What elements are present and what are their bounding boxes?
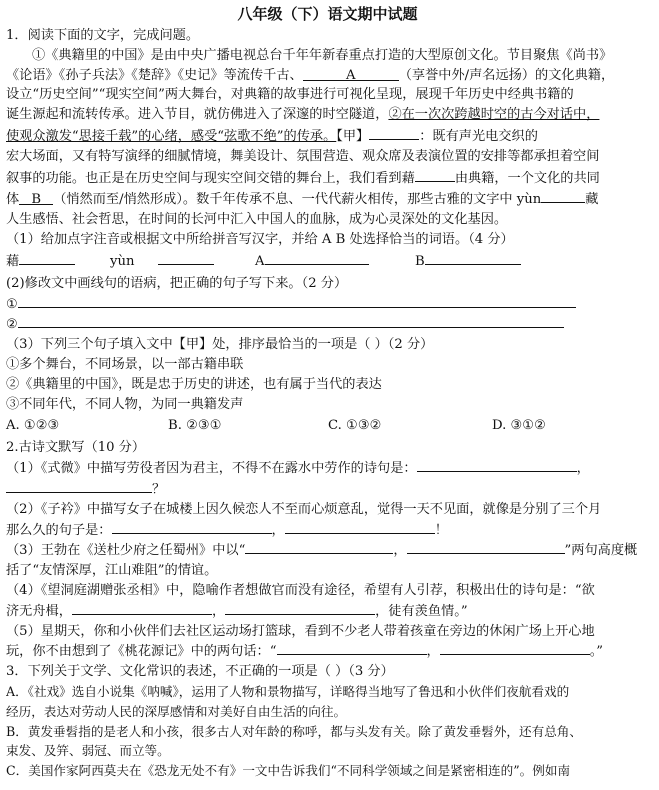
question-1-heading: 1．阅读下面的文字，完成问题。 [6,28,200,43]
option-a-line-1: A．《社戏》选自小说集《呐喊》，运用了人物和景物描写，详略得当地写了鲁迅和小伙伴们夜航看戏的 [6,683,570,699]
passage-line-7: 叙事的功能。也正是在历史空间与现实空间交错的舞台上，我们看到藉 由典籍，一个文化的共同 [6,167,649,189]
choice-a[interactable]: A. ①②③ [6,418,60,434]
answer-field-ji[interactable] [19,251,75,265]
answer-label-b: B [415,253,425,269]
sentence-option-2: ②《典籍里的中国》，既是忠于历史的讲述，也有属于当代的表达 [6,376,382,392]
subquestion-1-answers [6,250,649,274]
blank-yun[interactable] [541,188,585,203]
passage-line-1: ①《典籍里的中国》是由中央广播电视总台千年年新春重点打造的大型原创文化。节目聚焦《尚书》 [32,47,613,63]
poem-q3-field-1[interactable] [245,540,393,554]
option-b-line-2: 束发、及笄、弱冠、而立等。 [6,743,170,759]
passage-line-9: 人生感悟、社会哲思，在时间的长河中汇入中国人的血脉，成为心灵深处的文化基因。 [6,212,508,228]
poem-q1-field-2[interactable] [6,479,152,493]
poem-q5-field-2[interactable] [440,641,590,655]
blank-a[interactable]: A [303,66,399,81]
poem-q4: （4）《望洞庭湖赠张丞相》中，隐喻作者想做官而没有途径，希望有人引荐，积极出仕的诗句是：“欲 [6,582,595,598]
underlined-sentence-part-1: ②在一次次跨越时空的古今对话中， [388,107,600,123]
option-c-line-1: C．美国作家阿西莫夫在《恐龙无处不有》一文中告诉我们“不同科学领域之间是紧密相连的”。例如南 [6,763,571,779]
poem-q4-field-1[interactable] [72,601,212,615]
underlined-sentence-part-2: 使观众激发“思接千载”的心绪，感受“弦歌不绝”的传承。 [6,128,337,144]
choice-row [6,414,649,438]
poem-q4-field-2[interactable] [225,601,375,615]
passage-line-6: 宏大场面，又有特写演绎的细腻情境，舞美设计、氛围营造、观众席及表演位置的安排等都承担着空间 [6,148,600,164]
subquestion-2: (2)修改文中画线句的语病，把正确的句子写下来。（2 分） [6,275,348,291]
poem-q5: （5）星期天，你和小伙伴们去社区运动场打篮球，看到不少老人带着孩童在旁边的休闲广场上开心地 [6,623,595,639]
poem-q5-field-1[interactable] [277,641,427,655]
poem-q2-cont: 那么久的句子是： ， ！ [6,520,649,541]
answer-label-yun: yùn [110,253,135,269]
sentence-option-3: ③不同年代，不同人物，为同一典籍发声 [6,396,244,412]
question-2-heading: 2.古诗文默写（10 分） [6,440,146,456]
poem-q3: （3）王勃在《送杜少府之任蜀州》中以“ ， ”两句高度概 [6,540,649,561]
option-b-line-1: B．黄发垂髫指的是老人和小孩，很多古人对年龄的称呼，都与头发有关。除了黄发垂髫外，还有总角、 [6,723,582,739]
answer-field-yun[interactable] [158,251,214,265]
poem-q1-field-1[interactable] [417,458,577,472]
poem-q3-field-2[interactable] [407,540,565,554]
choice-d[interactable]: D. ③①② [492,418,546,434]
blank-ji[interactable] [415,167,455,182]
blank-b[interactable]: B [19,190,53,205]
answer-label-a: A [255,253,265,269]
answer-label-ji: 藉 [6,253,20,269]
poem-q1-cont: ？ [6,479,649,500]
rewrite-field-1[interactable] [18,294,576,308]
passage-line-5: 使观众激发“思接千载”的心绪，感受“弦歌不绝”的传承。【甲】 ：既有声光电交织的 [6,125,649,147]
choice-c[interactable]: C. ①③② [328,418,382,434]
choice-b[interactable]: B. ②③① [168,418,222,434]
poem-q1: （1）《式微》中描写劳役者因为君主，不得不在露水中劳作的诗句是： ， [6,458,649,479]
rewrite-field-2[interactable] [18,314,564,328]
poem-q2-field-1[interactable] [112,520,272,534]
question-3-heading: 3．下列关于文学、文化常识的表述，不正确的一项是（ ）（3 分） [6,664,394,680]
answer-field-a[interactable] [265,251,369,265]
subquestion-3: （3）下列三个句子填入文中【甲】处，排序最恰当的一项是（ ）（2 分） [6,337,434,353]
poem-q2-field-2[interactable] [285,520,435,534]
passage-line-4: 诞生源起和流转传承。进入节目，就仿佛进入了深邃的时空隧道，②在一次次跨越时空的古今对话中， [6,107,600,123]
passage-line-8: 体 B （悄然而至/悄然形成）。数千年传承不息、一代代薪火相传，那些古雅的文字中 yùn 藏 [6,188,649,210]
blank-jia[interactable] [369,125,419,140]
poem-q5-cont: 玩，你不由想到了《桃花源记》中的两句话：“ ， 。” [6,641,649,662]
poem-q4-cont: 济无舟楫， ， ，徒有羡鱼情。” [6,601,649,622]
passage-line-2: 《论语》《孙子兵法》《楚辞》《史记》等流传千古、 A （享誉中外/声名远扬）的文化典籍， [6,67,615,83]
subquestion-1: （1）给加点字注音或根据文中所给拼音写汉字，并给 A B 处选择恰当的词语。（4 分） [6,231,514,247]
rewrite-line-1: ① [6,294,649,315]
rewrite-line-2: ② [6,314,649,335]
sentence-option-1: ①多个舞台，不同场景，以一部古籍串联 [6,356,244,372]
poem-q2: （2）《子衿》中描写女子在城楼上因久候恋人不至而心烦意乱，觉得一天不见面，就像是分别了三个月 [6,501,602,517]
passage-line-3: 设立“历史空间”“现实空间”两大舞台，对典籍的故事进行可视化呈现，展现千年历史中经典书籍的 [6,87,574,103]
page-title: 八年级（下）语文期中试题 [237,5,418,23]
poem-q3-cont: 括了“友情深厚，江山难阻”的情谊。 [6,563,218,579]
option-a-line-2: 经历，表达对劳动人民的深厚感情和对美好自由生活的向往。 [6,703,347,719]
answer-field-b[interactable] [425,251,521,265]
